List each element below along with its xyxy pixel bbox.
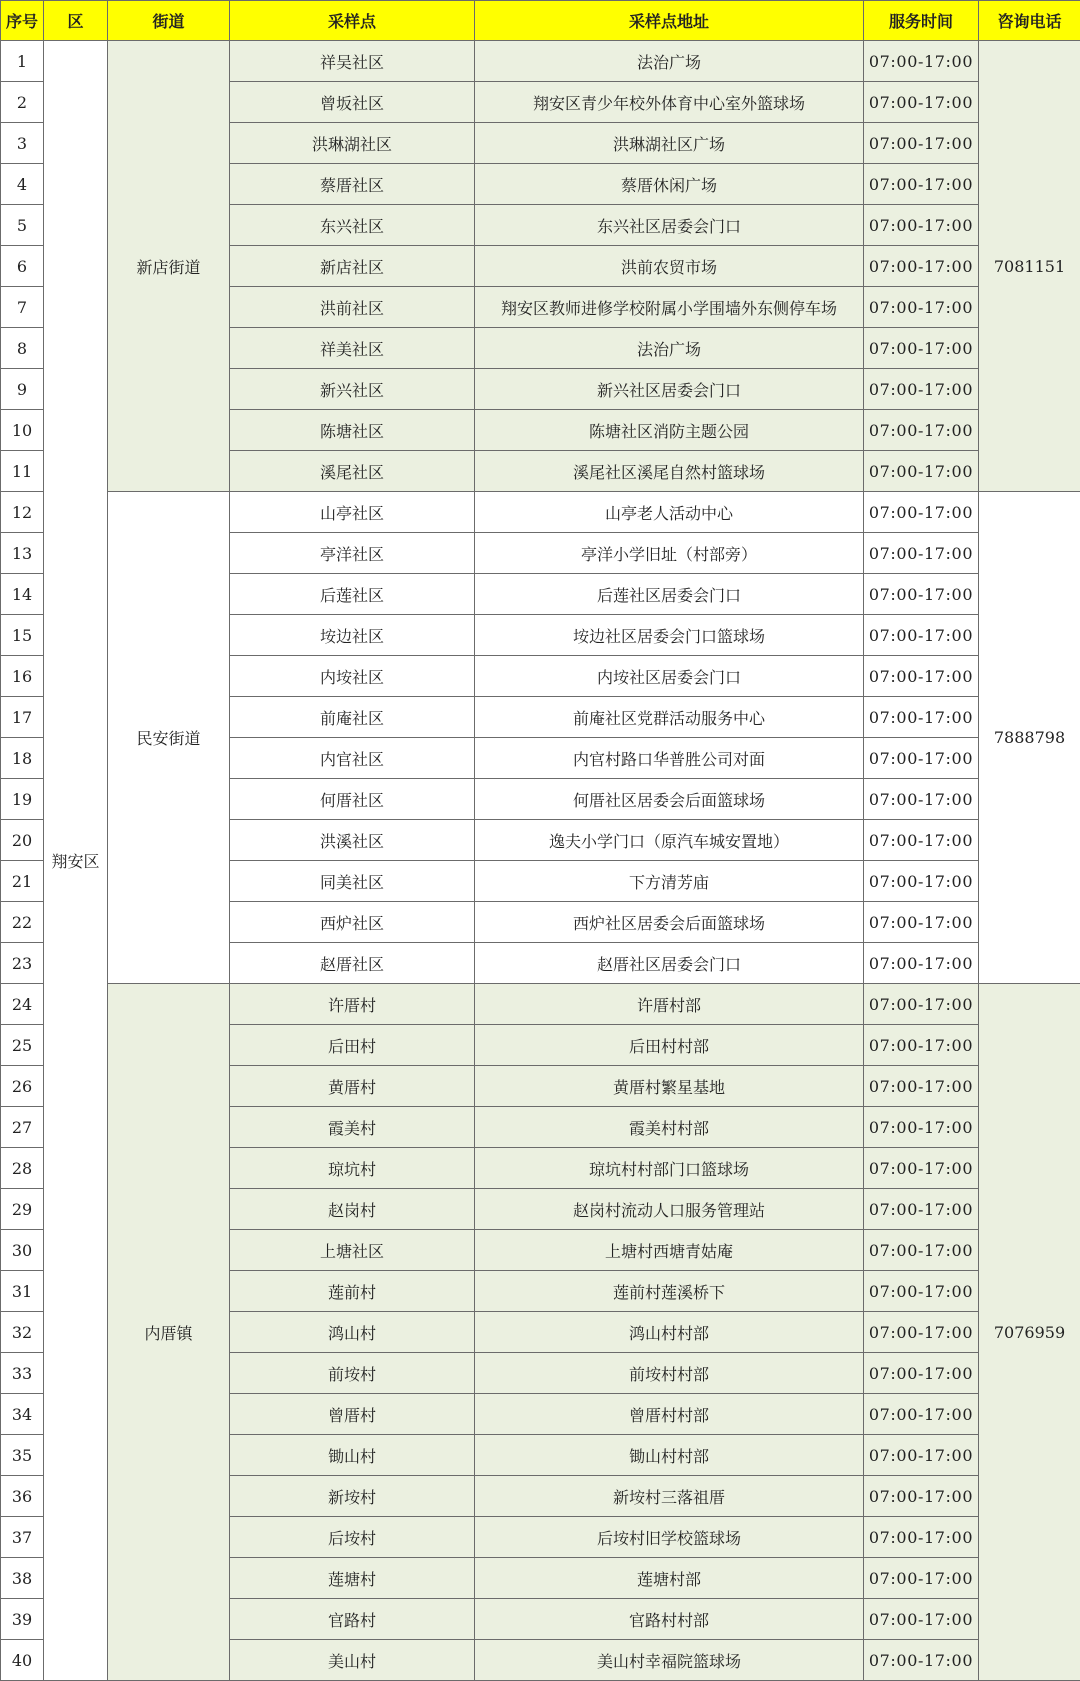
- site-name: 蔡厝社区: [230, 164, 475, 205]
- row-index: 35: [1, 1435, 44, 1476]
- service-hours: 07:00-17:00: [864, 533, 979, 574]
- service-hours: 07:00-17:00: [864, 656, 979, 697]
- row-index: 24: [1, 984, 44, 1025]
- row-index: 20: [1, 820, 44, 861]
- header-address: 采样点地址: [475, 1, 864, 41]
- site-name: 内垵社区: [230, 656, 475, 697]
- site-address: 垵边社区居委会门口篮球场: [475, 615, 864, 656]
- row-index: 37: [1, 1517, 44, 1558]
- site-address: 后莲社区居委会门口: [475, 574, 864, 615]
- site-address: 莲前村莲溪桥下: [475, 1271, 864, 1312]
- service-hours: 07:00-17:00: [864, 861, 979, 902]
- service-hours: 07:00-17:00: [864, 1517, 979, 1558]
- service-hours: 07:00-17:00: [864, 246, 979, 287]
- header-row: [1, 1, 1080, 41]
- site-address: 许厝村部: [475, 984, 864, 1025]
- site-name: 祥吴社区: [230, 41, 475, 82]
- row-index: 33: [1, 1353, 44, 1394]
- site-name: 赵岗村: [230, 1189, 475, 1230]
- site-name: 官路村: [230, 1599, 475, 1640]
- site-address: 后田村村部: [475, 1025, 864, 1066]
- row-index: 25: [1, 1025, 44, 1066]
- site-address: 内官村路口华普胜公司对面: [475, 738, 864, 779]
- site-name: 垵边社区: [230, 615, 475, 656]
- service-hours: 07:00-17:00: [864, 1394, 979, 1435]
- site-name: 霞美村: [230, 1107, 475, 1148]
- site-name: 同美社区: [230, 861, 475, 902]
- header-district: 区: [44, 1, 108, 41]
- service-hours: 07:00-17:00: [864, 410, 979, 451]
- site-address: 西炉社区居委会后面篮球场: [475, 902, 864, 943]
- row-index: 8: [1, 328, 44, 369]
- service-hours: 07:00-17:00: [864, 82, 979, 123]
- site-address: 美山村幸福院篮球场: [475, 1640, 864, 1681]
- table-row: [1, 41, 1080, 82]
- service-hours: 07:00-17:00: [864, 738, 979, 779]
- row-index: 17: [1, 697, 44, 738]
- row-index: 12: [1, 492, 44, 533]
- table-row: [1, 492, 1080, 533]
- site-name: 锄山村: [230, 1435, 475, 1476]
- site-name: 东兴社区: [230, 205, 475, 246]
- service-hours: 07:00-17:00: [864, 1353, 979, 1394]
- site-name: 何厝社区: [230, 779, 475, 820]
- site-name: 曾厝村: [230, 1394, 475, 1435]
- row-index: 30: [1, 1230, 44, 1271]
- site-address: 前垵村村部: [475, 1353, 864, 1394]
- service-hours: 07:00-17:00: [864, 369, 979, 410]
- site-name: 内官社区: [230, 738, 475, 779]
- street-cell: 新店街道: [108, 41, 230, 492]
- site-address: 黄厝村繁星基地: [475, 1066, 864, 1107]
- service-hours: 07:00-17:00: [864, 492, 979, 533]
- site-address: 前庵社区党群活动服务中心: [475, 697, 864, 738]
- header-street: 街道: [108, 1, 230, 41]
- row-index: 9: [1, 369, 44, 410]
- row-index: 40: [1, 1640, 44, 1681]
- row-index: 5: [1, 205, 44, 246]
- service-hours: 07:00-17:00: [864, 205, 979, 246]
- service-hours: 07:00-17:00: [864, 943, 979, 984]
- table-body: [1, 41, 1080, 1681]
- service-hours: 07:00-17:00: [864, 1066, 979, 1107]
- site-name: 新兴社区: [230, 369, 475, 410]
- header-phone: 咨询电话: [979, 1, 1080, 41]
- row-index: 1: [1, 41, 44, 82]
- table-row: [1, 984, 1080, 1025]
- site-name: 陈塘社区: [230, 410, 475, 451]
- site-address: 何厝社区居委会后面篮球场: [475, 779, 864, 820]
- service-hours: 07:00-17:00: [864, 820, 979, 861]
- site-name: 莲塘村: [230, 1558, 475, 1599]
- site-address: 洪前农贸市场: [475, 246, 864, 287]
- site-name: 洪溪社区: [230, 820, 475, 861]
- site-name: 新垵村: [230, 1476, 475, 1517]
- row-index: 32: [1, 1312, 44, 1353]
- site-address: 翔安区教师进修学校附属小学围墙外东侧停车场: [475, 287, 864, 328]
- site-name: 前庵社区: [230, 697, 475, 738]
- service-hours: 07:00-17:00: [864, 1025, 979, 1066]
- site-address: 莲塘村部: [475, 1558, 864, 1599]
- row-index: 13: [1, 533, 44, 574]
- service-hours: 07:00-17:00: [864, 1189, 979, 1230]
- row-index: 31: [1, 1271, 44, 1312]
- site-name: 后田村: [230, 1025, 475, 1066]
- site-address: 琼坑村村部门口篮球场: [475, 1148, 864, 1189]
- row-index: 27: [1, 1107, 44, 1148]
- row-index: 15: [1, 615, 44, 656]
- service-hours: 07:00-17:00: [864, 1640, 979, 1681]
- service-hours: 07:00-17:00: [864, 1271, 979, 1312]
- row-index: 2: [1, 82, 44, 123]
- row-index: 18: [1, 738, 44, 779]
- row-index: 39: [1, 1599, 44, 1640]
- site-address: 洪琳湖社区广场: [475, 123, 864, 164]
- site-address: 法治广场: [475, 41, 864, 82]
- row-index: 38: [1, 1558, 44, 1599]
- site-address: 官路村村部: [475, 1599, 864, 1640]
- site-name: 黄厝村: [230, 1066, 475, 1107]
- site-address: 赵岗村流动人口服务管理站: [475, 1189, 864, 1230]
- row-index: 16: [1, 656, 44, 697]
- district-cell: 翔安区: [44, 41, 108, 1681]
- service-hours: 07:00-17:00: [864, 1558, 979, 1599]
- service-hours: 07:00-17:00: [864, 123, 979, 164]
- row-index: 26: [1, 1066, 44, 1107]
- site-name: 前垵村: [230, 1353, 475, 1394]
- row-index: 7: [1, 287, 44, 328]
- site-name: 祥美社区: [230, 328, 475, 369]
- site-address: 上塘村西塘青姑庵: [475, 1230, 864, 1271]
- row-index: 11: [1, 451, 44, 492]
- site-name: 琼坑村: [230, 1148, 475, 1189]
- row-index: 29: [1, 1189, 44, 1230]
- site-address: 赵厝社区居委会门口: [475, 943, 864, 984]
- street-cell: 民安街道: [108, 492, 230, 984]
- site-name: 美山村: [230, 1640, 475, 1681]
- service-hours: 07:00-17:00: [864, 1312, 979, 1353]
- site-address: 翔安区青少年校外体育中心室外篮球场: [475, 82, 864, 123]
- header-site: 采样点: [230, 1, 475, 41]
- site-address: 内垵社区居委会门口: [475, 656, 864, 697]
- phone-cell: 7888798: [979, 492, 1080, 984]
- row-index: 28: [1, 1148, 44, 1189]
- row-index: 23: [1, 943, 44, 984]
- site-address: 新垵村三落祖厝: [475, 1476, 864, 1517]
- service-hours: 07:00-17:00: [864, 574, 979, 615]
- service-hours: 07:00-17:00: [864, 41, 979, 82]
- site-name: 洪前社区: [230, 287, 475, 328]
- site-name: 亭洋社区: [230, 533, 475, 574]
- service-hours: 07:00-17:00: [864, 1107, 979, 1148]
- service-hours: 07:00-17:00: [864, 984, 979, 1025]
- service-hours: 07:00-17:00: [864, 697, 979, 738]
- site-name: 洪琳湖社区: [230, 123, 475, 164]
- service-hours: 07:00-17:00: [864, 164, 979, 205]
- service-hours: 07:00-17:00: [864, 328, 979, 369]
- service-hours: 07:00-17:00: [864, 902, 979, 943]
- site-name: 鸿山村: [230, 1312, 475, 1353]
- site-address: 霞美村村部: [475, 1107, 864, 1148]
- row-index: 14: [1, 574, 44, 615]
- service-hours: 07:00-17:00: [864, 615, 979, 656]
- site-name: 西炉社区: [230, 902, 475, 943]
- site-address: 溪尾社区溪尾自然村篮球场: [475, 451, 864, 492]
- site-address: 后垵村旧学校篮球场: [475, 1517, 864, 1558]
- row-index: 22: [1, 902, 44, 943]
- phone-cell: 7081151: [979, 41, 1080, 492]
- site-address: 东兴社区居委会门口: [475, 205, 864, 246]
- row-index: 10: [1, 410, 44, 451]
- table-header: [1, 1, 1080, 41]
- site-address: 逸夫小学门口（原汽车城安置地）: [475, 820, 864, 861]
- site-address: 山亭老人活动中心: [475, 492, 864, 533]
- street-cell: 内厝镇: [108, 984, 230, 1681]
- site-name: 溪尾社区: [230, 451, 475, 492]
- site-address: 蔡厝休闲广场: [475, 164, 864, 205]
- row-index: 3: [1, 123, 44, 164]
- row-index: 34: [1, 1394, 44, 1435]
- header-hours: 服务时间: [864, 1, 979, 41]
- site-address: 亭洋小学旧址（村部旁）: [475, 533, 864, 574]
- site-address: 鸿山村村部: [475, 1312, 864, 1353]
- service-hours: 07:00-17:00: [864, 1476, 979, 1517]
- site-name: 山亭社区: [230, 492, 475, 533]
- site-name: 许厝村: [230, 984, 475, 1025]
- site-address: 法治广场: [475, 328, 864, 369]
- site-name: 后莲社区: [230, 574, 475, 615]
- header-index: 序号: [1, 1, 44, 41]
- service-hours: 07:00-17:00: [864, 1148, 979, 1189]
- row-index: 4: [1, 164, 44, 205]
- site-name: 上塘社区: [230, 1230, 475, 1271]
- row-index: 36: [1, 1476, 44, 1517]
- service-hours: 07:00-17:00: [864, 451, 979, 492]
- site-name: 莲前村: [230, 1271, 475, 1312]
- site-name: 曾坂社区: [230, 82, 475, 123]
- row-index: 21: [1, 861, 44, 902]
- row-index: 19: [1, 779, 44, 820]
- service-hours: 07:00-17:00: [864, 1599, 979, 1640]
- site-address: 下方清芳庙: [475, 861, 864, 902]
- site-address: 锄山村村部: [475, 1435, 864, 1476]
- site-address: 曾厝村村部: [475, 1394, 864, 1435]
- service-hours: 07:00-17:00: [864, 1230, 979, 1271]
- service-hours: 07:00-17:00: [864, 1435, 979, 1476]
- site-name: 赵厝社区: [230, 943, 475, 984]
- row-index: 6: [1, 246, 44, 287]
- site-address: 新兴社区居委会门口: [475, 369, 864, 410]
- phone-cell: 7076959: [979, 984, 1080, 1681]
- service-hours: 07:00-17:00: [864, 287, 979, 328]
- site-name: 后垵村: [230, 1517, 475, 1558]
- site-address: 陈塘社区消防主题公园: [475, 410, 864, 451]
- site-name: 新店社区: [230, 246, 475, 287]
- service-hours: 07:00-17:00: [864, 779, 979, 820]
